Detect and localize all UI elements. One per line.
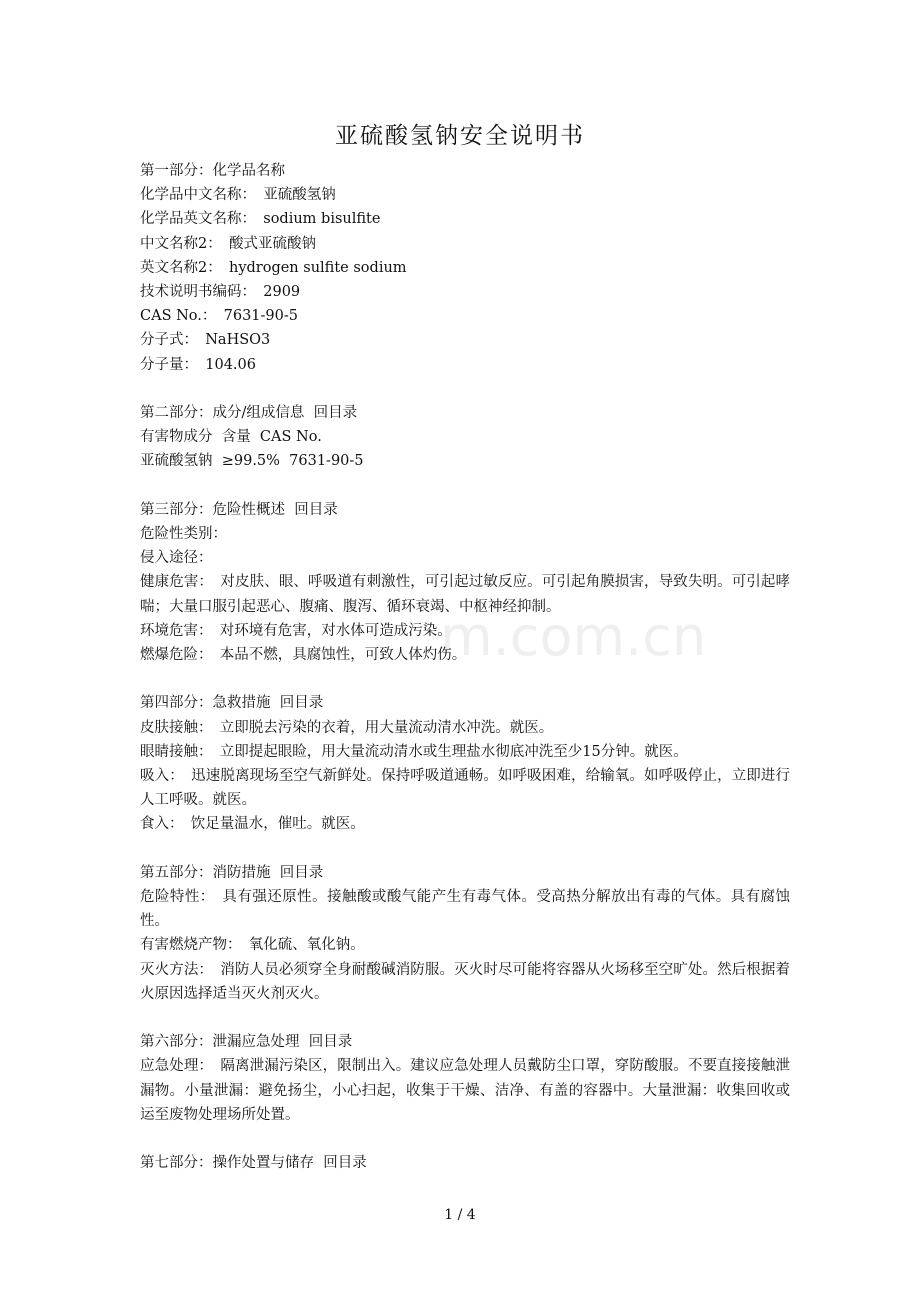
inhalation: 吸入： 迅速脱离现场至空气新鲜处。保持呼吸道通畅。如呼吸困难，给输氧。如呼吸停止，立即进行人工呼吸。就医。: [140, 768, 790, 809]
section-heading: 第三部分：危险性概述 回目录: [140, 501, 338, 518]
combustion-products: 有害燃烧产物： 氧化硫、氧化钠。: [140, 937, 365, 954]
entry-route: 侵入途径：: [140, 550, 213, 567]
page-number: 1 / 4: [444, 1207, 476, 1223]
document-title: 亚硫酸氢钠安全说明书: [335, 123, 585, 149]
section-heading: 第一部分：化学品名称: [140, 163, 285, 179]
chinese-name: 化学品中文名称： 亚硫酸氢钠: [140, 187, 336, 204]
section-heading: 第五部分：消防措施 回目录: [140, 864, 324, 881]
eye-contact: 眼睛接触： 立即提起眼睑，用大量流动清水或生理盐水彻底冲洗至少15分钟。就医。: [140, 743, 688, 760]
extinguishing-method: 灭火方法： 消防人员必须穿全身耐酸碱消防服。灭火时尽可能将容器从火场移至空旷处。然后根据着火原因选择适当灭火剂灭火。: [140, 961, 790, 1002]
english-name-2: 英文名称2： hydrogen sulfite sodium: [140, 259, 407, 276]
health-hazard: 健康危害： 对皮肤、眼、呼吸道有刺激性，可引起过敏反应。可引起角膜损害，导致失明。可引起哮喘；大量口服引起恶心、腹痛、腹泻、循环衰竭、中枢神经抑制。: [140, 574, 790, 615]
spec-code: 技术说明书编码： 2909: [140, 284, 301, 301]
cas-number: CAS No.： 7631-90-5: [140, 308, 299, 325]
hazard-characteristics: 危险特性： 具有强还原性。接触酸或酸气能产生有毒气体。受高热分解放出有毒的气体。具有腐蚀性。: [140, 889, 790, 930]
molecular-weight: 分子量： 104.06: [140, 356, 256, 373]
environmental-hazard: 环境危害： 对环境有危害，对水体可造成污染。: [140, 622, 452, 639]
skin-contact: 皮肤接触： 立即脱去污染的衣着，用大量流动清水冲洗。就医。: [140, 719, 554, 736]
composition-row: 亚硫酸氢钠 ≥99.5% 7631-90-5: [140, 453, 364, 470]
composition-header: 有害物成分 含量 CAS No.: [140, 429, 322, 446]
molecular-formula: 分子式： NaHSO3: [140, 332, 271, 349]
section-heading: 第四部分：急救措施 回目录: [140, 695, 324, 712]
section-heading: 第二部分：成分/组成信息 回目录: [140, 405, 358, 422]
document-body: [140, 159, 790, 1175]
english-name: 化学品英文名称： sodium bisulfite: [140, 211, 381, 228]
ingestion: 食入： 饮足量温水，催吐。就医。: [140, 816, 365, 833]
emergency-treatment: 应急处理： 隔离泄漏污染区，限制出入。建议应急处理人员戴防尘口罩，穿防酸服。不要直接接触泄漏物。小量泄漏：避免扬尘，小心扫起，收集于干燥、洁净、有盖的容器中。大量泄漏：收集回收或运至废物处理场所处置。: [140, 1058, 790, 1123]
section-heading: 第六部分：泄漏应急处理 回目录: [140, 1034, 353, 1051]
fire-explosion-hazard: 燃爆危险： 本品不燃，具腐蚀性，可致人体灼伤。: [140, 647, 467, 664]
chinese-name-2: 中文名称2： 酸式亚硫酸钠: [140, 235, 316, 252]
hazard-category: 危险性类别：: [140, 526, 227, 543]
section-heading: 第七部分：操作处置与储存 回目录: [140, 1155, 367, 1172]
watermark: m.com.cn: [440, 605, 707, 668]
